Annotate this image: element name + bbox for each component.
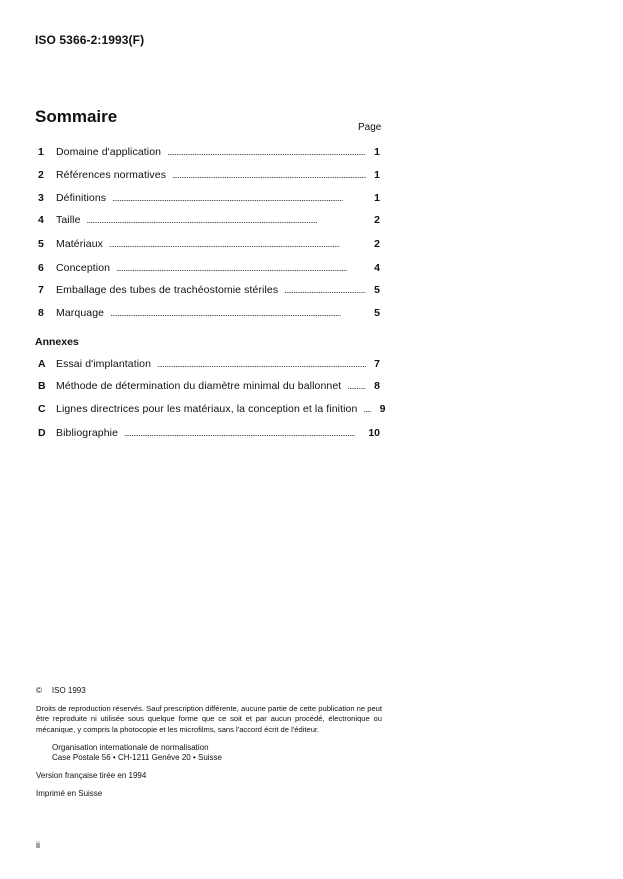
- annex-entry-c[interactable]: [38, 403, 386, 417]
- toc-entry-number: 1: [38, 146, 44, 158]
- toc-leader-dots: [110, 308, 366, 318]
- toc-leader-dots: [284, 285, 366, 295]
- toc-leader-dots: [157, 359, 366, 369]
- copyright-text: ISO 1993: [51, 686, 86, 695]
- toc-entry-number: 7: [38, 284, 44, 296]
- annex-entry-letter: A: [38, 358, 46, 370]
- version-note: Version française tirée en 1994: [36, 771, 147, 781]
- toc-entry-3[interactable]: [38, 192, 380, 206]
- toc-entry-number: 6: [38, 262, 44, 274]
- toc-entry-number: 8: [38, 307, 44, 319]
- toc-entry-4[interactable]: [38, 214, 380, 228]
- document-header: ISO 5366-2:1993(F): [35, 33, 145, 47]
- annex-entry-page: 7: [374, 358, 380, 370]
- toc-entry-number: 2: [38, 169, 44, 181]
- copyright-symbol: ©: [36, 686, 42, 695]
- toc-entry-page: 2: [374, 214, 380, 226]
- toc-entry-number: 4: [38, 214, 44, 226]
- toc-leader-dots: [172, 170, 366, 180]
- toc-entry-number: 5: [38, 238, 44, 250]
- toc-leader-dots: [112, 193, 366, 203]
- annex-entry-page: 10: [368, 427, 380, 439]
- toc-leader-dots: [87, 215, 366, 225]
- page-column-label: Page: [358, 122, 382, 133]
- publisher-address: Case Postale 56 • CH-1211 Genève 20 • Suisse: [52, 753, 222, 763]
- toc-entry-label: Matériaux: [56, 238, 104, 250]
- toc-entry-label: Définitions: [56, 192, 107, 204]
- publisher-info: [52, 743, 382, 763]
- annex-entry-label: Méthode de détermination du diamètre minimal du ballonnet: [56, 380, 342, 392]
- toc-entry-2[interactable]: [38, 169, 380, 183]
- toc-entry-number: 3: [38, 192, 44, 204]
- annex-entry-d[interactable]: [38, 427, 380, 441]
- page-title: Sommaire: [35, 107, 118, 126]
- printed-note: Imprimé en Suisse: [36, 789, 103, 799]
- annex-entry-label: Lignes directrices pour les matériaux, la conception et la finition: [56, 403, 358, 415]
- toc-entry-label: Marquage: [56, 307, 105, 319]
- toc-entry-page: 5: [374, 284, 380, 296]
- annex-entry-label: Essai d'implantation: [56, 358, 152, 370]
- toc-entry-page: 1: [374, 192, 380, 204]
- copyright-line: [36, 686, 382, 696]
- toc-entry-page: 5: [374, 307, 380, 319]
- toc-entry-7[interactable]: [38, 284, 380, 298]
- toc-entry-label: Taille: [56, 214, 81, 226]
- annex-entry-letter: C: [38, 403, 46, 415]
- annex-entry-label: Bibliographie: [56, 427, 119, 439]
- toc-leader-dots: [124, 428, 366, 438]
- toc-entry-label: Emballage des tubes de trachéostomie stériles: [56, 284, 279, 296]
- annex-entry-letter: D: [38, 427, 46, 439]
- publisher-name: Organisation internationale de normalisation: [52, 742, 209, 752]
- page-number: ii: [36, 840, 40, 850]
- annexes-heading: Annexes: [35, 336, 79, 348]
- toc-entry-page: 1: [374, 146, 380, 158]
- toc-entry-8[interactable]: [38, 307, 380, 321]
- toc-entry-page: 2: [374, 238, 380, 250]
- toc-entry-page: 1: [374, 169, 380, 181]
- annex-entry-page: 9: [379, 403, 386, 415]
- toc-entry-page: 4: [374, 262, 380, 274]
- toc-entry-5[interactable]: [38, 238, 380, 252]
- copyright-block: [36, 686, 382, 808]
- toc-leader-dots: [116, 263, 366, 273]
- toc-entry-label: Conception: [56, 262, 111, 274]
- annex-entry-a[interactable]: [38, 358, 380, 372]
- rights-statement: Droits de reproduction réservés. Sauf prescription différente, aucune partie de cette publication ne peut être reproduite ni utilisée sous quelque forme que ce soit et par aucun procédé, électronique ou mécanique, y compris la photocopie et les microfilms, sans l'accord écrit de l'éditeur.: [36, 704, 383, 734]
- annex-entry-b[interactable]: [38, 380, 380, 394]
- toc-entry-label: Domaine d'application: [56, 146, 162, 158]
- toc-entry-label: Références normatives: [56, 169, 167, 181]
- toc-leader-dots: [347, 381, 366, 391]
- toc-leader-dots: [109, 239, 366, 249]
- annex-entry-letter: B: [38, 380, 46, 392]
- toc-leader-dots: [167, 147, 366, 157]
- toc-entry-1[interactable]: [38, 146, 380, 160]
- toc-leader-dots: [363, 404, 371, 414]
- annex-entry-page: 8: [374, 380, 380, 392]
- toc-entry-6[interactable]: [38, 262, 380, 276]
